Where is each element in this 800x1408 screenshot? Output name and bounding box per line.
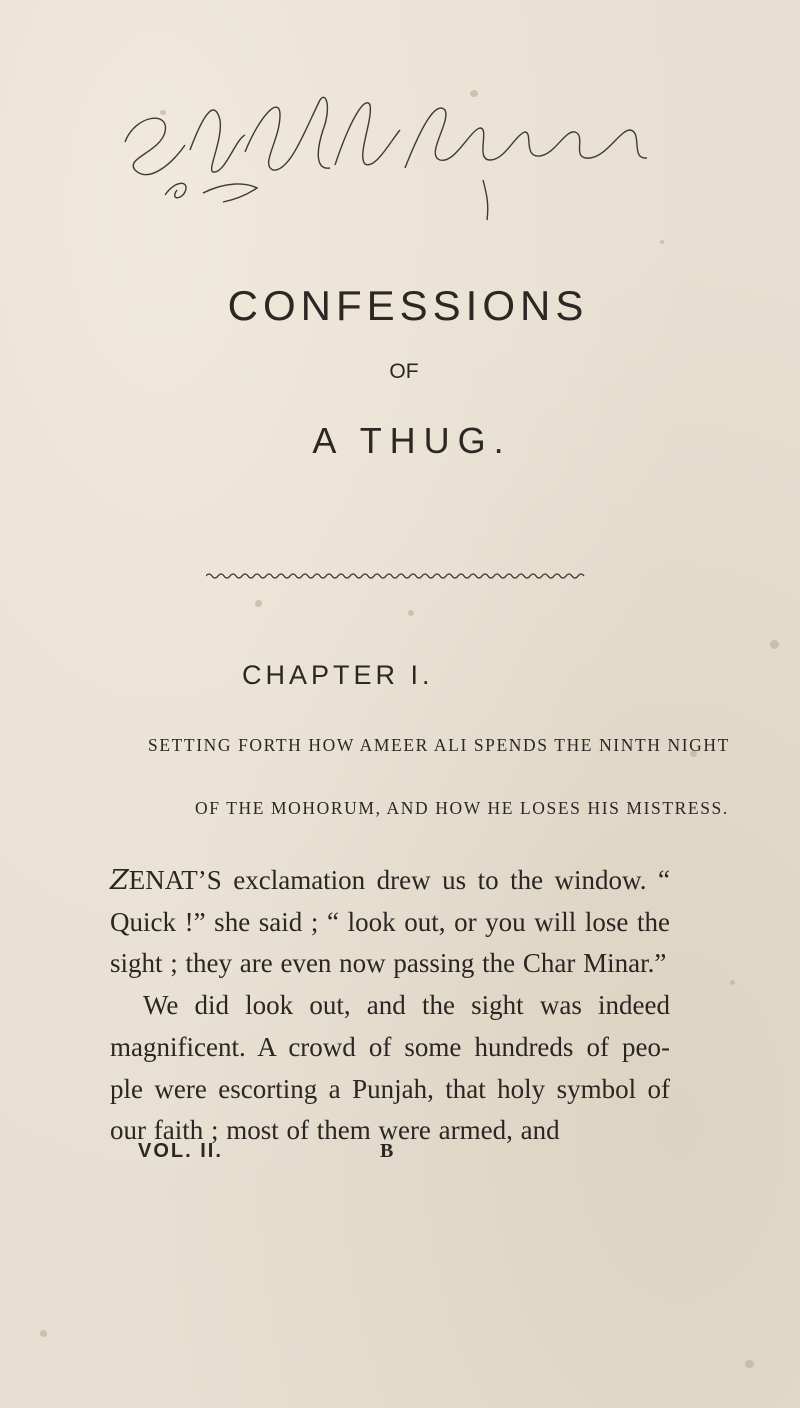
book-subtitle: A THUG. bbox=[312, 420, 512, 461]
ornamental-rule bbox=[206, 572, 586, 580]
chapter-summary-line-2: OF THE MOHORUM, AND HOW HE LOSES HIS MISTRESS. bbox=[195, 798, 729, 818]
paper-speck bbox=[745, 1360, 754, 1368]
signature-mark: B bbox=[380, 1140, 394, 1162]
paper-speck bbox=[770, 640, 779, 649]
paragraph-2: We did look out, and the sight was indeed magnificent. A crowd of some hundreds of peo- ple were escorting a Punjah, that holy symbol of our faith ; most of them were armed, and bbox=[110, 990, 670, 1146]
body-text bbox=[110, 860, 670, 1152]
paragraph-1-text: ENAT’S exclamation drew us to the window. “ Quick !” she said ; “ look out, or you will lose the sight ; they are even now passing the Char Minar.” bbox=[110, 865, 670, 979]
paper-speck bbox=[730, 980, 735, 985]
book-title: CONFESSIONS bbox=[227, 282, 589, 329]
paper-speck bbox=[660, 240, 664, 244]
handwritten-signature bbox=[95, 60, 735, 230]
chapter-heading: CHAPTER I. bbox=[242, 660, 434, 690]
paper-speck bbox=[408, 610, 414, 616]
chapter-summary-line-1: SETTING FORTH HOW AMEER ALI SPENDS THE NINTH NIGHT bbox=[148, 735, 730, 755]
paper-speck bbox=[40, 1330, 47, 1337]
paper-speck bbox=[255, 600, 262, 607]
title-connector: OF bbox=[389, 360, 419, 383]
volume-label: VOL. II. bbox=[138, 1140, 223, 1162]
drop-cap: Z bbox=[110, 865, 129, 896]
paragraph-1 bbox=[110, 860, 670, 985]
